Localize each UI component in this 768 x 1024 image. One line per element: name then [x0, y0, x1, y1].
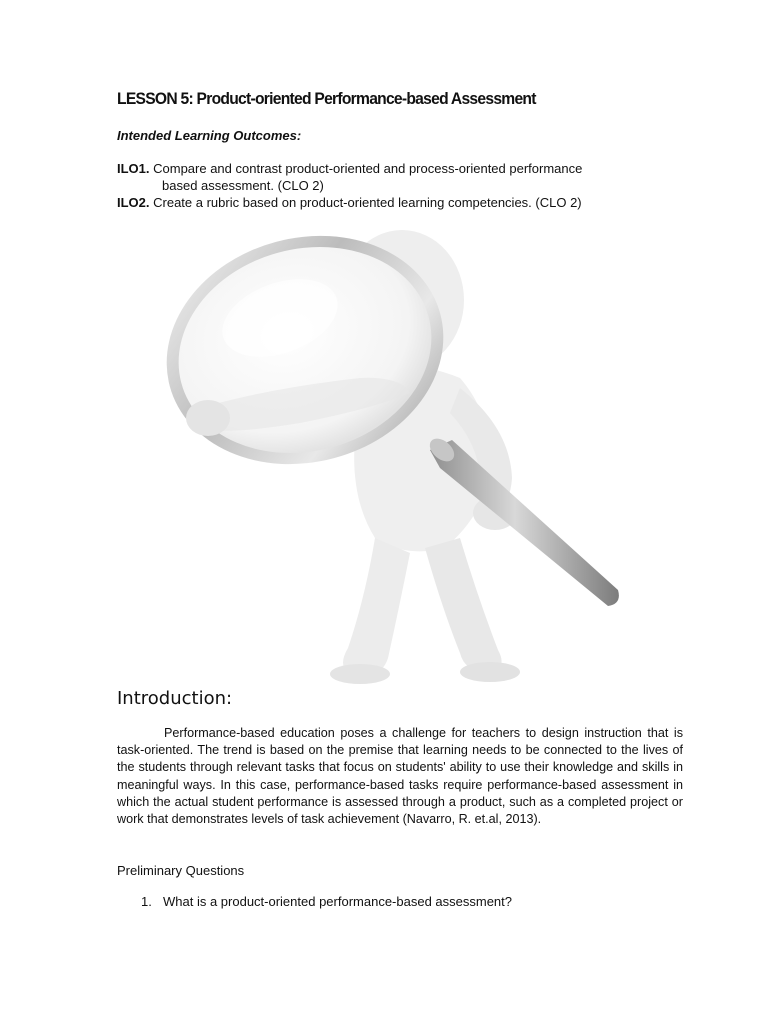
question-number: 1.: [141, 894, 152, 909]
ilo-item-1-label: ILO1.: [117, 161, 150, 176]
lesson-title: LESSON 5: Product-oriented Performance-based Assessment: [117, 89, 536, 108]
left-hand: [186, 400, 230, 436]
ilo-item-2-text: Create a rubric based on product-oriented learning competencies. (CLO 2): [149, 195, 582, 210]
ilo-item-2: [117, 195, 582, 210]
magnifying-glass-figure-icon: [160, 218, 630, 690]
ilo-heading: Intended Learning Outcomes:: [117, 128, 302, 143]
ilo-item-1: [117, 161, 582, 176]
ilo-item-1-text: Compare and contrast product-oriented and process-oriented performance: [149, 161, 583, 176]
introduction-paragraph: Performance-based education poses a challenge for teachers to design instruction that is task-oriented. The trend is based on the premise that learning needs to be connected to the lives of the students through relevant tasks that focus on students' ability to use their knowledge and skills in meaningful ways. In this case, performance-based tasks require performance-based assessment in which the actual student performance is assessed through a product, such as a completed project or work that demonstrates levels of task achievement (Navarro, R. et.al, 2013).: [117, 726, 683, 827]
preliminary-questions-heading: Preliminary Questions: [117, 863, 245, 878]
question-item-1: [141, 894, 512, 909]
question-text: What is a product-oriented performance-based assessment?: [163, 894, 513, 909]
introduction-heading: Introduction:: [117, 688, 233, 709]
ilo-item-2-label: ILO2.: [117, 195, 150, 210]
ilo-item-1-continuation: based assessment. (CLO 2): [162, 178, 324, 193]
